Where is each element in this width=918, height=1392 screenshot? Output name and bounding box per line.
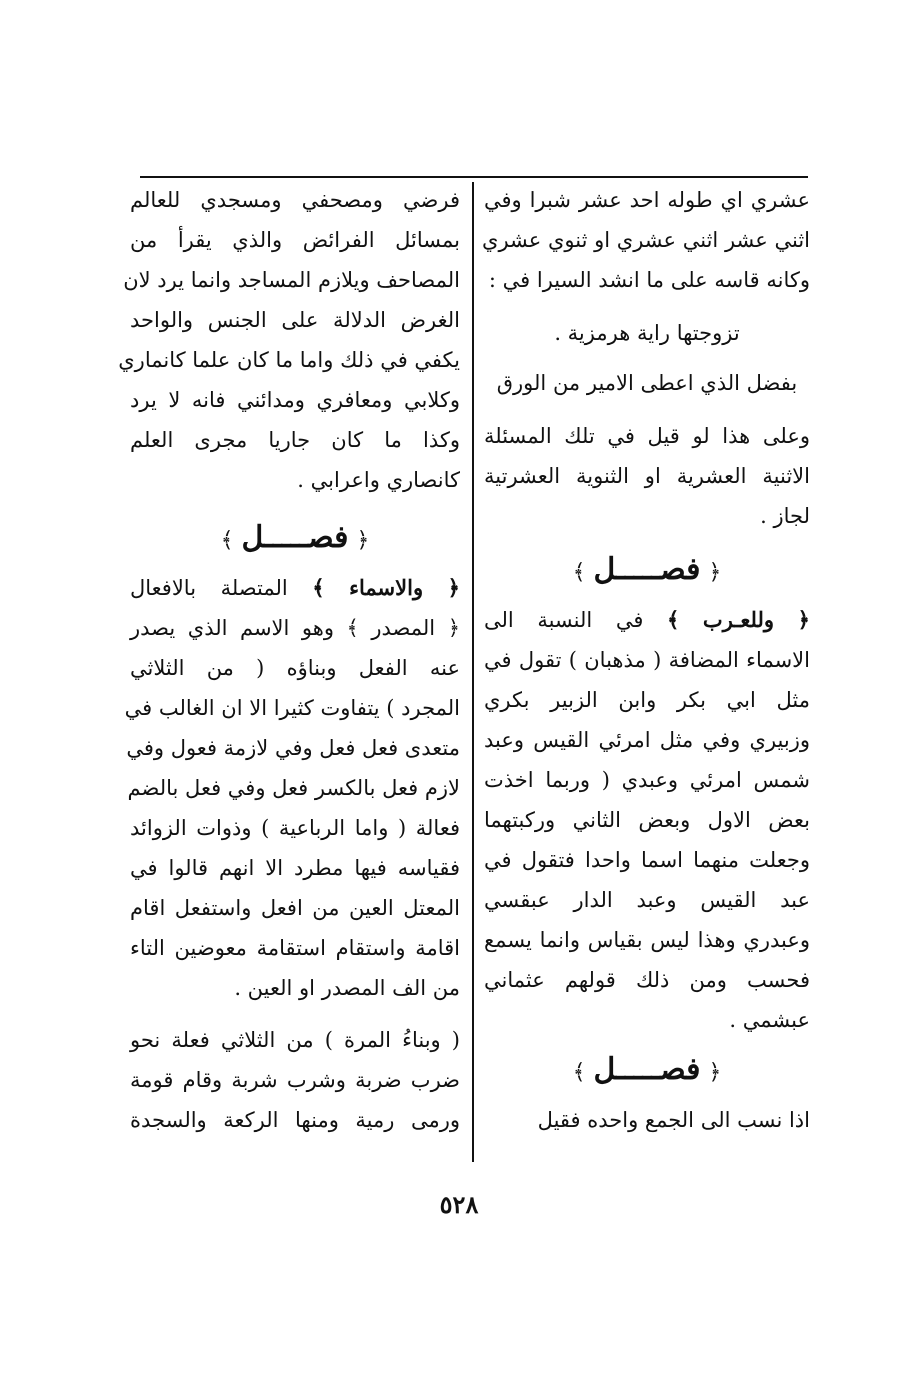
text-line: شمس امرئي وعبدي ( وربما اخذت <box>484 768 810 792</box>
page-number: ٥٢٨ <box>439 1190 479 1219</box>
text-line: متعدى فعل فعل وفي لازمة فعول وفي <box>126 736 460 760</box>
text-line: الاسماء المضافة ( مذهبان ) تقول في <box>484 648 810 672</box>
text-line: من الف المصدر او العين . <box>234 976 460 1000</box>
ornament-close: ﴾ <box>312 575 325 600</box>
text-line: الاثنية العشرية او الثنوية العشرتية <box>484 464 810 488</box>
ornament-close: ﴾ <box>220 528 234 553</box>
ornament-open: ﴿ <box>797 607 810 632</box>
ornament-open: ﴿ <box>708 560 722 585</box>
section-heading <box>484 540 810 600</box>
lead-word: المصدر <box>371 616 436 640</box>
text-line: فقياسه فيها مطرد الا انهم قالوا في <box>130 856 460 880</box>
right-column <box>484 180 810 1140</box>
text-line: كانصاري واعرابي . <box>297 468 460 492</box>
text-line: وزبيري وفي مثل امرئي القيس وعبد <box>484 728 810 752</box>
ornament-open: ﴿ <box>708 1060 722 1085</box>
text-line: فرضي ومصحفي ومسجدي للعالم <box>130 188 460 212</box>
text-line: ورمى رمية ومنها الركعة والسجدة <box>130 1108 460 1132</box>
text-line: وعلى هذا لو قيل في تلك المسئلة <box>484 424 810 448</box>
text-line: اثني عشر اثني عشري او ثنوي عشري <box>482 228 810 252</box>
section-heading <box>130 508 460 568</box>
text-line: المعتل العين من افعل واستفعل اقام <box>130 896 460 920</box>
text-line: فعالة ( واما الرباعية ) وذوات الزوائد <box>130 816 460 840</box>
heading-text: فصـــــل <box>593 552 701 587</box>
text-line: لازم فعل بالكسر فعل وفي فعل بالضم <box>127 776 460 800</box>
text-line: مثل ابي بكر وابن الزبير بكري <box>484 688 810 712</box>
text-line: وكانه قاسه على ما انشد السيرا في : <box>488 268 810 292</box>
ornament-close: ﴾ <box>572 1060 586 1085</box>
section-heading <box>484 1040 810 1100</box>
verse-line: بفضل الذي اعطى الامير من الورق <box>496 371 798 395</box>
text-line: الغرض الدلالة على الجنس والواحد <box>130 308 460 332</box>
text-line: يكفي في ذلك واما ما كان علما كانماري <box>118 348 460 372</box>
top-rule <box>140 176 808 178</box>
text-line: بعض الاول وبعض الثاني وركبتهما <box>484 808 810 832</box>
lead-word: وللعـرب <box>702 607 775 632</box>
ornament-close: ﴾ <box>346 616 359 640</box>
text-line: عنه الفعل وبناؤه ( من الثلاثي <box>130 656 460 680</box>
ornament-open: ﴿ <box>447 575 460 600</box>
text-line: عشري اي طوله احد عشر شبرا وفي <box>484 188 810 212</box>
text-line: وكذا ما كان جاريا مجرى العلم <box>130 428 460 452</box>
text-line: لجاز . <box>760 504 810 528</box>
text-line <box>484 600 810 640</box>
verse-line: تزوجتها راية هرمزية . <box>554 321 740 345</box>
heading-text: فصـــــل <box>593 1052 701 1087</box>
text-line: اقامة واستقام استقامة معوضين التاء <box>130 936 460 960</box>
text-line: عبد القيس وعبد الدار عبقسي <box>484 888 810 912</box>
text-fragment: وهو الاسم الذي يصدر <box>130 616 334 640</box>
text-line: ( وبناءُ المرة ) من الثلاثي فعلة نحو <box>130 1028 460 1052</box>
left-column <box>118 180 460 1140</box>
ornament-open: ﴿ <box>356 528 370 553</box>
text-line: فحسب ومن ذلك قولهم عثماني <box>484 968 810 992</box>
ornament-close: ﴾ <box>572 560 586 585</box>
text-line: بمسائل الفرائض والذي يقرأ من <box>130 228 460 252</box>
ornament-open: ﴿ <box>447 616 460 640</box>
text-line: المجرد ) يتفاوت كثيرا الا ان الغالب في <box>124 696 460 720</box>
text-line: وجعلت منهما اسما واحدا فتقول في <box>484 848 810 872</box>
text-line: عبشمي . <box>729 1008 810 1032</box>
text-line: وكلابي ومعافري ومدائني فانه لا يرد <box>130 388 460 412</box>
ornament-close: ﴾ <box>667 607 680 632</box>
text-line <box>130 568 460 608</box>
text-line: وعبدري وهذا ليس بقياس وانما يسمع <box>484 928 810 952</box>
heading-text: فصـــــل <box>241 520 349 555</box>
text-line: المصاحف ويلازم المساجد وانما يرد لان <box>123 268 460 292</box>
text-fragment: المتصلة بالافعال <box>130 576 288 600</box>
column-divider <box>472 182 474 1162</box>
text-line: اذا نسب الى الجمع واحده فقيل <box>537 1108 810 1132</box>
text-line: ضرب ضربة وشرب شربة وقام قومة <box>130 1068 460 1092</box>
lead-word: والاسماء <box>349 575 424 600</box>
text-fragment: في النسبة الى <box>484 608 644 632</box>
text-line <box>130 608 460 648</box>
